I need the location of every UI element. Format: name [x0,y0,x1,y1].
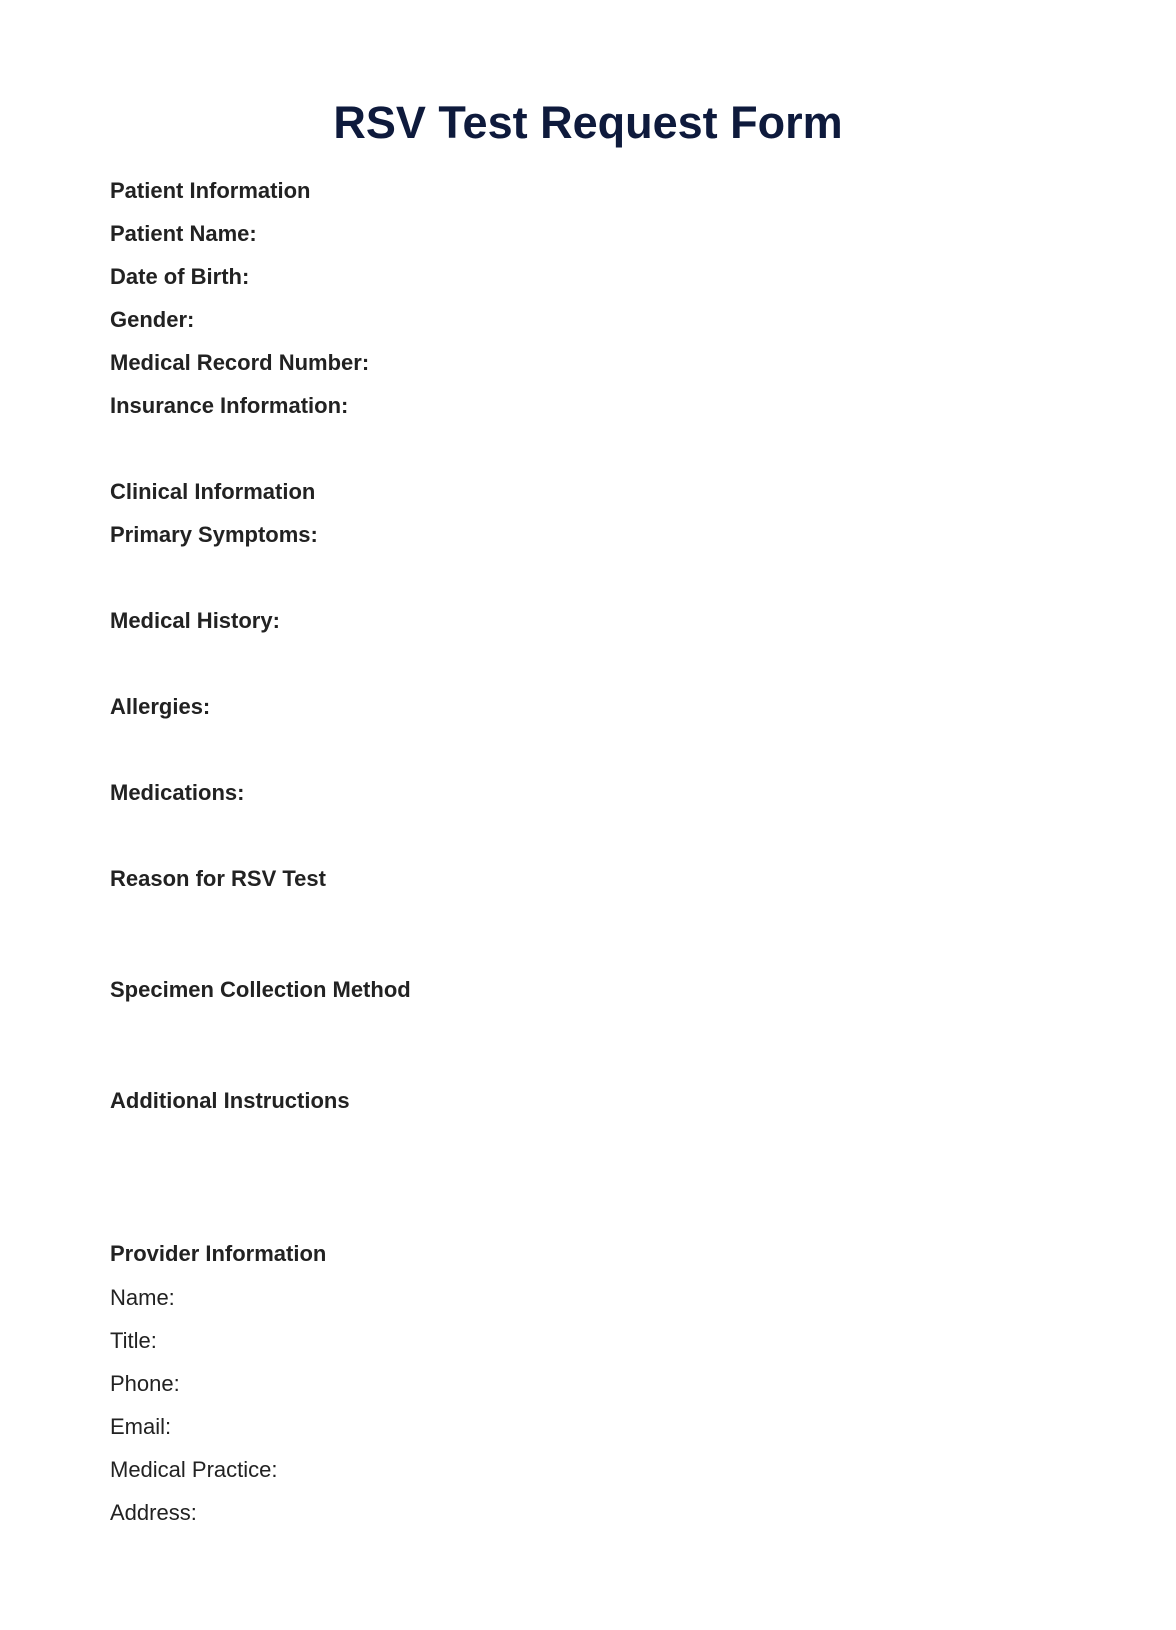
primary-symptoms-label: Primary Symptoms: [110,522,318,547]
medications-label: Medications: [110,780,245,805]
patient-name-label: Patient Name: [110,221,257,246]
patient-information-heading: Patient Information [110,178,311,203]
insurance-information-label: Insurance Information: [110,393,349,418]
additional-instructions-heading: Additional Instructions [110,1088,350,1113]
medical-history-label: Medical History: [110,608,280,633]
page-title: RSV Test Request Form [333,97,843,148]
provider-address-label: Address: [110,1500,197,1525]
allergies-label: Allergies: [110,694,211,719]
specimen-collection-heading: Specimen Collection Method [110,977,411,1002]
clinical-information-heading: Clinical Information [110,479,316,504]
gender-label: Gender: [110,307,195,332]
medical-record-number-label: Medical Record Number: [110,350,370,375]
provider-phone-label: Phone: [110,1371,180,1396]
provider-email-label: Email: [110,1414,172,1439]
date-of-birth-label: Date of Birth: [110,264,250,289]
provider-name-label: Name: [110,1285,175,1310]
provider-information-heading: Provider Information [110,1241,327,1266]
reason-for-test-heading: Reason for RSV Test [110,866,326,891]
provider-title-label: Title: [110,1328,157,1353]
medical-practice-label: Medical Practice: [110,1457,278,1482]
